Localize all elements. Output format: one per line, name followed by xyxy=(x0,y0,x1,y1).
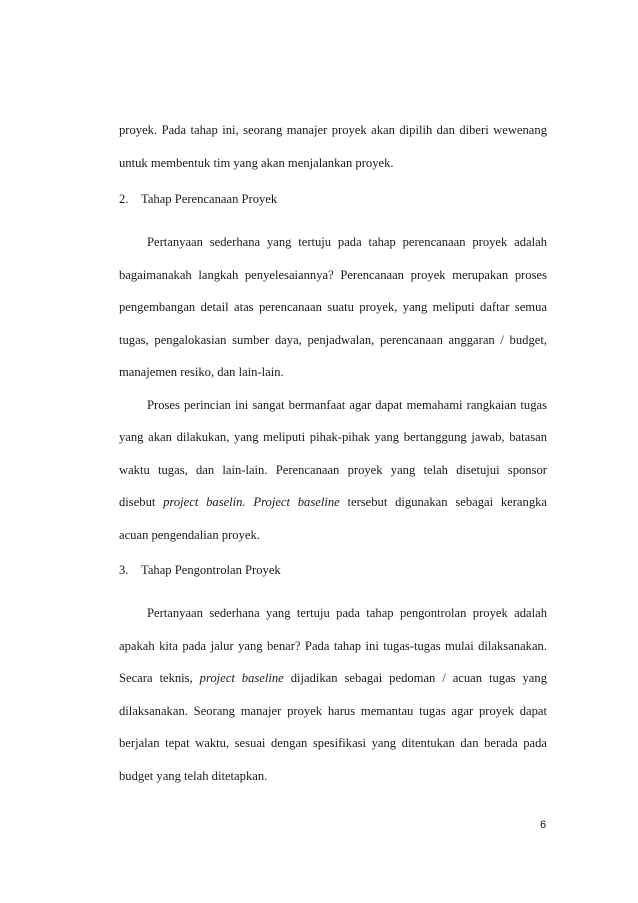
italic-term: Project baseline xyxy=(253,495,340,509)
italic-term: project baseline xyxy=(199,671,284,685)
paragraph-line: tugas, pengalokasian sumber daya, penjadwalan, perencanaan anggaran / budget, xyxy=(119,333,547,347)
paragraph-line: berjalan tepat waktu, sesuai dengan spesifikasi yang ditentukan dan berada pada xyxy=(119,736,547,750)
page-number: 6 xyxy=(540,819,547,831)
paragraph-line: Pertanyaan sederhana yang tertuju pada tahap perencanaan proyek adalah xyxy=(147,235,547,249)
section-title: Tahap Perencanaan Proyek xyxy=(141,192,278,206)
paragraph-line: yang akan dilakukan, yang meliputi pihak-pihak yang bertanggung jawab, batasan xyxy=(119,430,547,444)
section-number: 3. xyxy=(119,563,129,577)
text-run: dijadikan sebagai pedoman / acuan tugas yang xyxy=(283,671,547,685)
paragraph-line: bagaimanakah langkah penyelesaiannya? Perencanaan proyek merupakan proses xyxy=(119,268,547,282)
paragraph-line: Pertanyaan sederhana yang tertuju pada tahap pengontrolan proyek adalah xyxy=(147,606,547,620)
paragraph-line: apakah kita pada jalur yang benar? Pada tahap ini tugas-tugas mulai dilaksanakan. xyxy=(119,639,547,653)
paragraph-line: budget yang telah ditetapkan. xyxy=(119,769,268,783)
section-heading-3 xyxy=(119,562,281,578)
paragraph-line: proyek. Pada tahap ini, seorang manajer proyek akan dipilih dan diberi wewenang xyxy=(119,123,547,137)
paragraph-line: acuan pengendalian proyek. xyxy=(119,528,260,542)
paragraph-line: Proses perincian ini sangat bermanfaat agar dapat memahami rangkaian tugas xyxy=(147,398,547,412)
paragraph-line: untuk membentuk tim yang akan menjalankan proyek. xyxy=(119,156,394,170)
italic-term: project baselin. xyxy=(163,495,246,509)
paragraph-line: pengembangan detail atas perencanaan suatu proyek, yang meliputi daftar semua xyxy=(119,300,547,314)
paragraph-line xyxy=(119,494,547,510)
text-run: Secara teknis, xyxy=(119,671,200,685)
paragraph-line xyxy=(119,670,547,686)
text-run: disebut xyxy=(119,495,164,509)
section-number: 2. xyxy=(119,192,129,206)
paragraph-line: dilaksanakan. Seorang manajer proyek harus memantau tugas agar proyek dapat xyxy=(119,704,547,718)
text-run: tersebut digunakan sebagai kerangka xyxy=(339,495,547,509)
section-heading-2 xyxy=(119,191,277,207)
paragraph-line: waktu tugas, dan lain-lain. Perencanaan proyek yang telah disetujui sponsor xyxy=(119,463,547,477)
paragraph-line: manajemen resiko, dan lain-lain. xyxy=(119,365,284,379)
section-title: Tahap Pengontrolan Proyek xyxy=(141,563,281,577)
